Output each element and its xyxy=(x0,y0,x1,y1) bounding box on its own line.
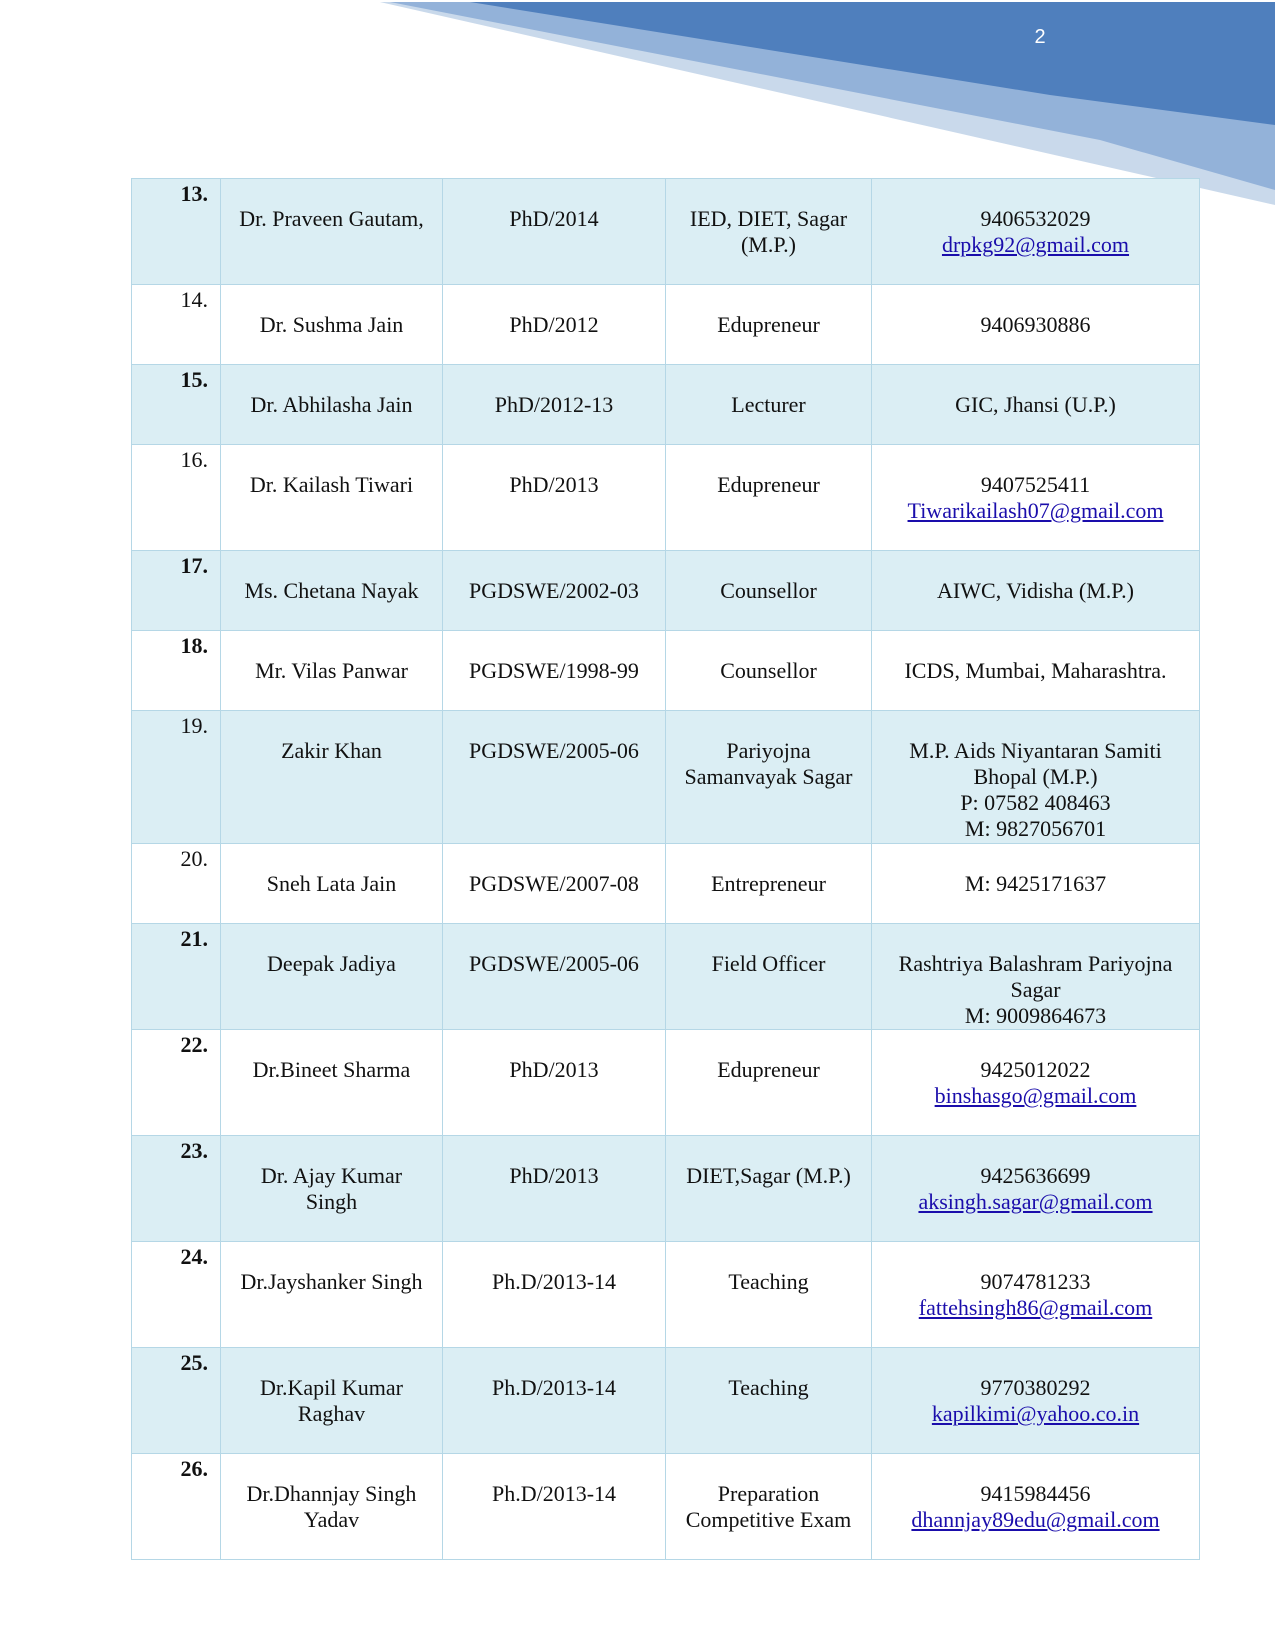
contact-cell xyxy=(872,179,1200,285)
qualification-cell: PhD/2012-13 xyxy=(443,365,666,445)
table-row xyxy=(132,1242,1200,1348)
qualification-cell: PhD/2013 xyxy=(443,445,666,551)
contact-cell-line: Sagar xyxy=(1010,977,1061,1002)
name-cell xyxy=(221,445,443,551)
contact-cell-line: M: 9009864673 xyxy=(964,1003,1107,1028)
contact-cell-line: AIWC, Vidisha (M.P.) xyxy=(937,578,1134,603)
qualification-cell: PhD/2013 xyxy=(443,1136,666,1242)
contact-cell xyxy=(872,844,1200,924)
occupation-cell xyxy=(666,1242,872,1348)
name-cell xyxy=(221,711,443,844)
row-number: 14. xyxy=(132,285,221,365)
occupation-cell xyxy=(666,551,872,631)
name-cell xyxy=(221,924,443,1030)
contact-cell-line: Bhopal (M.P.) xyxy=(973,764,1098,789)
contact-cell-line: 9074781233 xyxy=(980,1269,1091,1294)
alumni-table xyxy=(131,178,1200,1560)
contact-cell xyxy=(872,285,1200,365)
row-number: 15. xyxy=(132,365,221,445)
occupation-cell xyxy=(666,711,872,844)
occupation-cell-line: (M.P.) xyxy=(740,232,796,257)
name-cell xyxy=(221,1348,443,1454)
name-cell xyxy=(221,285,443,365)
occupation-cell-line: Teaching xyxy=(728,1269,809,1294)
table-row xyxy=(132,365,1200,445)
occupation-cell xyxy=(666,631,872,711)
name-cell-line: Dr. Praveen Gautam, xyxy=(239,206,424,231)
contact-cell xyxy=(872,1348,1200,1454)
qualification-cell: PhD/2014 xyxy=(443,179,666,285)
contact-cell xyxy=(872,1136,1200,1242)
occupation-cell xyxy=(666,285,872,365)
qualification-cell: PGDSWE/2005-06 xyxy=(443,924,666,1030)
email-link[interactable]: dhannjay89edu@gmail.com xyxy=(911,1507,1160,1532)
row-number: 25. xyxy=(132,1348,221,1454)
table-row xyxy=(132,285,1200,365)
contact-cell xyxy=(872,631,1200,711)
occupation-cell xyxy=(666,1030,872,1136)
contact-cell-line: 9770380292 xyxy=(980,1375,1091,1400)
row-number: 23. xyxy=(132,1136,221,1242)
row-number: 21. xyxy=(132,924,221,1030)
occupation-cell-line: Edupreneur xyxy=(717,312,820,337)
email-link[interactable]: Tiwarikailash07@gmail.com xyxy=(907,498,1164,523)
table-row xyxy=(132,1136,1200,1242)
row-number: 24. xyxy=(132,1242,221,1348)
contact-cell xyxy=(872,551,1200,631)
table-row xyxy=(132,844,1200,924)
name-cell-line: Dr.Dhannjay Singh xyxy=(246,1481,417,1506)
name-cell-line: Dr.Kapil Kumar xyxy=(260,1375,403,1400)
contact-cell xyxy=(872,445,1200,551)
name-cell xyxy=(221,1030,443,1136)
occupation-cell-line: Samanvayak Sagar xyxy=(684,764,853,789)
table-row xyxy=(132,1454,1200,1560)
table-row xyxy=(132,631,1200,711)
occupation-cell-line: Field Officer xyxy=(711,951,826,976)
contact-cell xyxy=(872,711,1200,844)
name-cell-line: Zakir Khan xyxy=(281,738,382,763)
contact-cell-line: 9407525411 xyxy=(980,472,1091,497)
name-cell xyxy=(221,551,443,631)
name-cell-line: Dr.Bineet Sharma xyxy=(252,1057,411,1082)
occupation-cell-line: DIET,Sagar (M.P.) xyxy=(686,1163,851,1188)
name-cell-line: Dr. Kailash Tiwari xyxy=(249,472,414,497)
contact-cell xyxy=(872,1242,1200,1348)
page-number: 2 xyxy=(1034,26,1046,48)
name-cell xyxy=(221,365,443,445)
row-number: 26. xyxy=(132,1454,221,1560)
contact-cell-line: Rashtriya Balashram Pariyojna xyxy=(898,951,1173,976)
contact-cell-line: M: 9827056701 xyxy=(964,816,1107,841)
occupation-cell-line: IED, DIET, Sagar xyxy=(689,206,848,231)
qualification-cell: Ph.D/2013-14 xyxy=(443,1242,666,1348)
occupation-cell xyxy=(666,1136,872,1242)
occupation-cell xyxy=(666,1454,872,1560)
table-row xyxy=(132,1348,1200,1454)
occupation-cell-line: Teaching xyxy=(728,1375,809,1400)
name-cell-line: Mr. Vilas Panwar xyxy=(255,658,408,683)
contact-cell-line: ICDS, Mumbai, Maharashtra. xyxy=(904,658,1167,683)
contact-cell-line: 9425012022 xyxy=(980,1057,1091,1082)
occupation-cell-line: Preparation xyxy=(717,1481,820,1506)
name-cell-line: Dr. Ajay Kumar xyxy=(260,1163,403,1188)
name-cell-line: Deepak Jadiya xyxy=(267,951,396,976)
occupation-cell-line: Counsellor xyxy=(720,578,817,603)
table-row xyxy=(132,445,1200,551)
name-cell-line: Dr.Jayshanker Singh xyxy=(240,1269,423,1294)
row-number: 13. xyxy=(132,179,221,285)
qualification-cell: PGDSWE/2007-08 xyxy=(443,844,666,924)
name-cell-line: Singh xyxy=(305,1189,358,1214)
name-cell xyxy=(221,1242,443,1348)
contact-cell-line: P: 07582 408463 xyxy=(960,790,1111,815)
occupation-cell-line: Lecturer xyxy=(731,392,806,417)
email-link[interactable]: drpkg92@gmail.com xyxy=(941,232,1130,257)
table-row xyxy=(132,179,1200,285)
name-cell-line: Ms. Chetana Nayak xyxy=(244,578,419,603)
contact-cell xyxy=(872,924,1200,1030)
name-cell-line: Dr. Abhilasha Jain xyxy=(250,392,413,417)
occupation-cell xyxy=(666,179,872,285)
email-link[interactable]: fattehsingh86@gmail.com xyxy=(918,1295,1153,1320)
name-cell-line: Yadav xyxy=(303,1507,360,1532)
row-number: 18. xyxy=(132,631,221,711)
row-number: 19. xyxy=(132,711,221,844)
occupation-cell xyxy=(666,924,872,1030)
name-cell-line: Sneh Lata Jain xyxy=(266,871,397,896)
occupation-cell-line: Competitive Exam xyxy=(685,1507,852,1532)
name-cell-line: Dr. Sushma Jain xyxy=(259,312,404,337)
email-link[interactable]: binshasgo@gmail.com xyxy=(934,1083,1137,1108)
contact-cell-line: 9406532029 xyxy=(980,206,1091,231)
name-cell xyxy=(221,631,443,711)
qualification-cell: PGDSWE/1998-99 xyxy=(443,631,666,711)
table-row xyxy=(132,711,1200,844)
qualification-cell: PGDSWE/2005-06 xyxy=(443,711,666,844)
table-row xyxy=(132,924,1200,1030)
qualification-cell: PGDSWE/2002-03 xyxy=(443,551,666,631)
occupation-cell-line: Edupreneur xyxy=(717,1057,820,1082)
row-number: 22. xyxy=(132,1030,221,1136)
occupation-cell-line: Counsellor xyxy=(720,658,817,683)
row-number: 20. xyxy=(132,844,221,924)
table-row xyxy=(132,1030,1200,1136)
name-cell xyxy=(221,1136,443,1242)
occupation-cell xyxy=(666,445,872,551)
occupation-cell xyxy=(666,844,872,924)
contact-cell-line: M.P. Aids Niyantaran Samiti xyxy=(909,738,1162,763)
occupation-cell-line: Edupreneur xyxy=(717,472,820,497)
occupation-cell-line: Entrepreneur xyxy=(711,871,826,896)
name-cell xyxy=(221,844,443,924)
contact-cell xyxy=(872,1030,1200,1136)
name-cell xyxy=(221,179,443,285)
contact-cell xyxy=(872,365,1200,445)
email-link[interactable]: aksingh.sagar@gmail.com xyxy=(918,1189,1153,1214)
table-row xyxy=(132,551,1200,631)
email-link[interactable]: kapilkimi@yahoo.co.in xyxy=(931,1401,1140,1426)
occupation-cell xyxy=(666,365,872,445)
contact-cell-line: 9415984456 xyxy=(980,1481,1091,1506)
qualification-cell: PhD/2012 xyxy=(443,285,666,365)
qualification-cell: PhD/2013 xyxy=(443,1030,666,1136)
qualification-cell: Ph.D/2013-14 xyxy=(443,1348,666,1454)
contact-cell-line: 9406930886 xyxy=(980,312,1091,337)
qualification-cell: Ph.D/2013-14 xyxy=(443,1454,666,1560)
occupation-cell-line: Pariyojna xyxy=(726,738,811,763)
contact-cell-line: M: 9425171637 xyxy=(964,871,1107,896)
row-number: 16. xyxy=(132,445,221,551)
row-number: 17. xyxy=(132,551,221,631)
name-cell xyxy=(221,1454,443,1560)
contact-cell xyxy=(872,1454,1200,1560)
occupation-cell xyxy=(666,1348,872,1454)
name-cell-line: Raghav xyxy=(297,1401,366,1426)
contact-cell-line: GIC, Jhansi (U.P.) xyxy=(955,392,1116,417)
contact-cell-line: 9425636699 xyxy=(980,1163,1091,1188)
